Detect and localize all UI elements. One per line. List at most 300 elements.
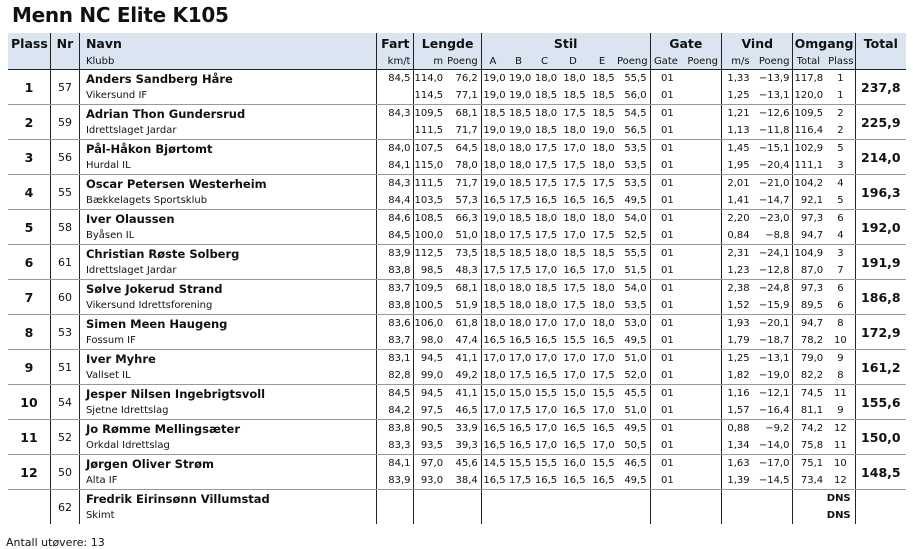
r2-omgang-total: 89,5 — [793, 297, 826, 315]
r1-lengde-m: 97,0 — [420, 458, 444, 469]
rank-cell: 4 — [8, 175, 50, 210]
r2-lengde-m: 93,5 — [414, 437, 446, 455]
r1-stil-c: 15,5 — [534, 458, 558, 469]
r2-lengde-poeng: 77,1 — [446, 87, 481, 105]
r2-gate: 01 — [650, 227, 684, 245]
header-row — [8, 33, 906, 53]
r2-fart — [377, 87, 414, 105]
athlete-club: Idrettslaget Jardar — [79, 262, 376, 280]
r2-gate: 01 — [650, 87, 684, 105]
r2-omgang-total: 116,4 — [793, 122, 826, 140]
r2-omgang-plass: 9 — [826, 402, 855, 420]
r2-stil-b: 17,5 — [507, 262, 533, 280]
r1-stil-b: 18,5 — [508, 178, 532, 189]
r1-stil-a: 17,0 — [483, 353, 506, 364]
r2-lengde-m — [414, 507, 446, 524]
r1-lengde-m: 111,5 — [414, 178, 444, 189]
r1-stil-b: 18,5 — [508, 213, 532, 224]
athlete-row — [8, 175, 906, 193]
col-stil-a: A — [481, 53, 507, 70]
r2-lengde-poeng: 71,7 — [446, 122, 481, 140]
r2-stil-poeng: 49,5 — [617, 192, 650, 210]
r1-stil-d: 17,5 — [563, 178, 586, 189]
r1-stil-a: 18,5 — [483, 108, 506, 119]
r1-vind-poeng: −21,0 — [753, 175, 793, 193]
r2-stil-a: 18,0 — [481, 157, 507, 175]
r2-vind-poeng: −14,7 — [753, 192, 793, 210]
r2-omgang-total: 78,2 — [793, 332, 826, 350]
r2-stil-b — [507, 507, 533, 524]
r2-lengde-poeng: 49,2 — [446, 367, 481, 385]
r1-fart: 84,3 — [377, 175, 414, 193]
r2-gate-poeng — [684, 472, 721, 490]
r1-vind-ms: 1,33 — [727, 73, 750, 84]
r2-omgang-plass: 10 — [826, 332, 855, 350]
athlete-club: Hurdal IL — [79, 157, 376, 175]
r1-omgang-plass: 4 — [826, 175, 855, 193]
r1-omgang-total: 97,3 — [800, 283, 824, 294]
r1-stil-d: 17,0 — [563, 143, 586, 154]
r2-stil-poeng: 56,0 — [617, 87, 650, 105]
r1-stil-a: 18,0 — [483, 318, 506, 329]
r2-vind-poeng — [753, 507, 793, 524]
total-score — [855, 490, 906, 525]
r2-stil-d: 17,0 — [559, 227, 590, 245]
r1-fart: 84,0 — [377, 140, 414, 158]
total-score: 196,3 — [855, 175, 906, 210]
total-score: 225,9 — [855, 105, 906, 140]
r1-stil-c: 17,5 — [534, 178, 558, 189]
r2-stil-a: 19,0 — [481, 87, 507, 105]
r1-stil-e: 18,0 — [592, 143, 615, 154]
bib-number: 54 — [50, 385, 79, 420]
r1-lengde-poeng: 66,3 — [446, 210, 481, 228]
r2-lengde-m: 98,5 — [414, 262, 446, 280]
col-stil-e: E — [590, 53, 617, 70]
r1-stil-e: 17,5 — [592, 178, 615, 189]
r1-lengde-poeng: 73,5 — [446, 245, 481, 263]
r1-stil-a: 14,5 — [483, 458, 506, 469]
r1-omgang-total: 109,5 — [794, 108, 824, 119]
rank-cell: 2 — [8, 105, 50, 140]
rank-cell: 11 — [8, 420, 50, 455]
r2-gate: 01 — [650, 297, 684, 315]
r2-fart: 82,8 — [377, 367, 414, 385]
r1-omgang-plass: 5 — [826, 140, 855, 158]
r1-stil-d: 16,5 — [563, 423, 586, 434]
col-klubb: Klubb — [79, 53, 376, 70]
athlete-name: Anders Sandberg Håre — [79, 70, 376, 88]
r2-omgang-plass: 12 — [826, 472, 855, 490]
r2-fart: 83,3 — [377, 437, 414, 455]
r1-stil-c: 15,5 — [534, 388, 558, 399]
r2-vind-ms: 1,82 — [722, 367, 753, 385]
athlete-row — [8, 140, 906, 158]
r2-gate: 01 — [650, 367, 684, 385]
r1-stil-e: 18,5 — [592, 73, 615, 84]
athlete-club: Byåsen IL — [79, 227, 376, 245]
r2-stil-b: 18,0 — [507, 297, 533, 315]
r2-gate — [650, 507, 684, 524]
r2-vind-ms: 1,13 — [722, 122, 753, 140]
col-vind-poeng: Poeng — [753, 53, 793, 70]
r2-fart: 84,1 — [377, 157, 414, 175]
athlete-name: Jørgen Oliver Strøm — [79, 455, 376, 473]
r2-omgang-plass: 3 — [826, 157, 855, 175]
r2-omgang-plass: 2 — [826, 122, 855, 140]
r1-stil-a: 19,0 — [483, 178, 506, 189]
r1-vind-poeng: −13,9 — [753, 70, 793, 88]
r1-omgang-plass: 11 — [826, 385, 855, 403]
r1-gate-poeng — [684, 210, 721, 228]
r2-omgang-total: 75,8 — [793, 437, 826, 455]
r1-lengde-poeng: 68,1 — [446, 280, 481, 298]
r2-lengde-poeng: 46,5 — [446, 402, 481, 420]
r1-gate: 01 — [661, 423, 674, 434]
r1-omgang-total: 94,7 — [800, 318, 824, 329]
col-plass: Plass — [8, 33, 50, 53]
r1-stil-c: 17,0 — [534, 353, 558, 364]
athlete-row — [8, 420, 906, 438]
r2-stil-e: 18,0 — [590, 297, 617, 315]
total-score: 186,8 — [855, 280, 906, 315]
r1-gate-poeng — [684, 105, 721, 123]
r1-vind-ms: 1,45 — [727, 143, 750, 154]
r2-vind-ms: 1,52 — [722, 297, 753, 315]
athlete-row-round2 — [8, 227, 906, 245]
r1-gate-poeng — [684, 455, 721, 473]
page-title: Menn NC Elite K105 — [12, 3, 229, 27]
r2-fart: 83,8 — [377, 297, 414, 315]
r2-stil-e: 16,5 — [590, 192, 617, 210]
r1-stil-d: 15,0 — [563, 388, 586, 399]
r2-lengde-m: 98,0 — [414, 332, 446, 350]
r1-vind-ms: 2,20 — [727, 213, 750, 224]
r2-lengde-poeng: 57,3 — [446, 192, 481, 210]
r1-lengde-m: 94,5 — [420, 388, 444, 399]
r1-stil-poeng: 55,5 — [617, 245, 650, 263]
r1-stil-b: 17,0 — [508, 353, 532, 364]
r1-lengde-m: 109,5 — [414, 108, 444, 119]
r1-omgang-total: 97,3 — [800, 213, 824, 224]
bib-number: 55 — [50, 175, 79, 210]
r1-fart: 84,3 — [377, 105, 414, 123]
r1-stil-b: 16,5 — [508, 423, 532, 434]
r2-stil-b: 17,5 — [507, 472, 533, 490]
subheader-row — [8, 53, 906, 70]
r2-lengde-m: 111,5 — [414, 122, 446, 140]
r1-stil-a — [481, 490, 507, 508]
athlete-row — [8, 350, 906, 368]
r1-vind-ms — [722, 490, 753, 508]
r2-stil-poeng: 51,5 — [617, 262, 650, 280]
r1-vind-ms: 1,16 — [727, 388, 750, 399]
r1-stil-d: 18,5 — [563, 248, 586, 259]
r1-fart: 83,6 — [377, 315, 414, 333]
r2-stil-b: 19,0 — [507, 87, 533, 105]
r1-vind-poeng: −23,0 — [753, 210, 793, 228]
r1-gate: 01 — [661, 213, 674, 224]
r2-stil-e — [590, 507, 617, 524]
r2-gate: 01 — [650, 157, 684, 175]
total-score: 191,9 — [855, 245, 906, 280]
r2-stil-c: 17,0 — [533, 437, 559, 455]
r2-gate-poeng — [684, 157, 721, 175]
r1-gate-poeng — [684, 175, 721, 193]
r1-stil-c: 17,0 — [534, 318, 558, 329]
r1-lengde-m: 112,5 — [414, 248, 444, 259]
r1-stil-e — [590, 490, 617, 508]
athlete-name: Christian Røste Solberg — [79, 245, 376, 263]
r1-lengde-poeng: 61,8 — [446, 315, 481, 333]
r2-stil-a — [481, 507, 507, 524]
r1-stil-poeng: 45,5 — [617, 385, 650, 403]
r2-gate: 01 — [650, 122, 684, 140]
athlete-row-round2 — [8, 472, 906, 490]
r1-stil-poeng — [617, 490, 650, 508]
r2-stil-b: 17,5 — [507, 402, 533, 420]
r1-gate-poeng — [684, 280, 721, 298]
rank-cell: 6 — [8, 245, 50, 280]
r1-omgang-total: 102,9 — [794, 143, 824, 154]
r2-vind-ms: 1,41 — [722, 192, 753, 210]
r2-stil-e: 16,5 — [590, 472, 617, 490]
r2-stil-poeng — [617, 507, 650, 524]
r1-fart: 83,7 — [377, 280, 414, 298]
r2-vind-poeng: −13,1 — [753, 87, 793, 105]
r1-vind-poeng: −9,2 — [753, 420, 793, 438]
r2-vind-ms: 1,57 — [722, 402, 753, 420]
r1-vind-ms: 2,01 — [727, 178, 750, 189]
r2-stil-b: 17,5 — [507, 367, 533, 385]
r1-stil-b: 18,0 — [508, 283, 532, 294]
r1-stil-c: 18,0 — [534, 248, 558, 259]
r1-stil-d: 17,5 — [563, 108, 586, 119]
r1-gate: 01 — [661, 108, 674, 119]
r1-stil-e: 15,5 — [592, 388, 615, 399]
r2-vind-ms: 1,23 — [722, 262, 753, 280]
total-score: 155,6 — [855, 385, 906, 420]
r1-stil-a: 15,0 — [483, 388, 506, 399]
r2-stil-d — [559, 507, 590, 524]
r2-gate: 01 — [650, 192, 684, 210]
r1-omgang-total: 104,2 — [794, 178, 824, 189]
r2-fart: 83,7 — [377, 332, 414, 350]
r2-lengde-m: 103,5 — [414, 192, 446, 210]
athlete-row — [8, 385, 906, 403]
athlete-row-dns — [8, 490, 906, 508]
r2-stil-c: 18,5 — [533, 87, 559, 105]
r2-stil-poeng: 51,0 — [617, 402, 650, 420]
r1-gate-poeng — [684, 350, 721, 368]
r1-vind-poeng: −15,1 — [753, 140, 793, 158]
r2-lengde-m: 93,0 — [414, 472, 446, 490]
r1-gate: 01 — [661, 458, 674, 469]
r2-gate-poeng — [684, 367, 721, 385]
r1-stil-b: 18,0 — [508, 318, 532, 329]
r1-stil-b: 19,0 — [508, 73, 532, 84]
r1-lengde-poeng: 64,5 — [446, 140, 481, 158]
athlete-name: Adrian Thon Gundersrud — [79, 105, 376, 123]
athlete-row-round2 — [8, 297, 906, 315]
r2-stil-b: 17,5 — [507, 227, 533, 245]
bib-number: 51 — [50, 350, 79, 385]
r2-stil-d: 16,5 — [559, 437, 590, 455]
r1-gate — [650, 490, 684, 508]
r1-stil-d: 18,0 — [563, 73, 586, 84]
bib-number: 50 — [50, 455, 79, 490]
r2-stil-poeng: 53,5 — [617, 297, 650, 315]
r2-stil-d: 16,5 — [559, 402, 590, 420]
r1-gate: 01 — [661, 178, 674, 189]
r2-stil-b: 18,0 — [507, 157, 533, 175]
athlete-row — [8, 210, 906, 228]
r2-vind-ms: 1,34 — [722, 437, 753, 455]
r1-gate: 01 — [661, 143, 674, 154]
r1-omgang-plass: 12 — [826, 420, 855, 438]
r2-fart: 84,5 — [377, 227, 414, 245]
r2-stil-b: 16,5 — [507, 437, 533, 455]
r1-omgang-plass: 1 — [826, 70, 855, 88]
r2-vind-poeng: −19,0 — [753, 367, 793, 385]
r2-stil-c: 16,5 — [533, 332, 559, 350]
r1-stil-a: 16,5 — [483, 423, 506, 434]
r2-vind-poeng: −14,0 — [753, 437, 793, 455]
athlete-row-round2 — [8, 192, 906, 210]
athlete-name: Sølve Jokerud Strand — [79, 280, 376, 298]
r2-stil-d: 18,5 — [559, 87, 590, 105]
r2-fart — [377, 122, 414, 140]
r2-gate-poeng — [684, 227, 721, 245]
athlete-count: Antall utøvere: 13 — [6, 536, 105, 549]
r1-gate: 01 — [661, 283, 674, 294]
r1-gate-poeng — [684, 315, 721, 333]
r1-vind-ms: 1,21 — [727, 108, 750, 119]
r1-stil-e: 17,0 — [592, 353, 615, 364]
dns-label: DNS — [793, 507, 855, 524]
r2-stil-poeng: 49,5 — [617, 472, 650, 490]
r1-lengde-m: 94,5 — [420, 353, 444, 364]
r1-stil-c: 17,5 — [534, 143, 558, 154]
r1-stil-c — [533, 490, 559, 508]
r2-stil-d: 17,5 — [559, 157, 590, 175]
athlete-row — [8, 455, 906, 473]
r2-gate-poeng — [684, 122, 721, 140]
r2-vind-ms: 1,25 — [722, 87, 753, 105]
bib-number: 59 — [50, 105, 79, 140]
r2-lengde-poeng: 38,4 — [446, 472, 481, 490]
r2-omgang-plass: 8 — [826, 367, 855, 385]
athlete-row-round2 — [8, 367, 906, 385]
r1-fart: 84,5 — [377, 70, 414, 88]
bib-number: 60 — [50, 280, 79, 315]
r1-stil-c: 18,0 — [534, 108, 558, 119]
r2-stil-e: 18,5 — [590, 87, 617, 105]
r1-vind-ms: 2,38 — [727, 283, 750, 294]
r2-stil-e: 18,0 — [590, 157, 617, 175]
r1-gate: 01 — [661, 73, 674, 84]
r2-stil-a: 16,5 — [481, 472, 507, 490]
r1-stil-b: 18,5 — [508, 248, 532, 259]
col-fart: Fart — [377, 33, 414, 53]
athlete-row-round2 — [8, 402, 906, 420]
r2-stil-a: 17,0 — [481, 402, 507, 420]
r1-omgang-total: 104,9 — [794, 248, 824, 259]
r2-stil-poeng: 49,5 — [617, 332, 650, 350]
r2-lengde-poeng: 51,0 — [446, 227, 481, 245]
col-fart-unit: km/t — [377, 53, 414, 70]
r1-vind-poeng: −12,6 — [753, 105, 793, 123]
r2-omgang-total: 82,2 — [793, 367, 826, 385]
r2-vind-ms — [722, 507, 753, 524]
r1-lengde-m: 109,5 — [414, 283, 444, 294]
r1-lengde-m — [414, 490, 446, 508]
col-lengde-poeng: Poeng — [446, 53, 481, 70]
r2-stil-a: 18,0 — [481, 227, 507, 245]
r2-stil-c: 16,5 — [533, 192, 559, 210]
bib-number: 61 — [50, 245, 79, 280]
r2-stil-c: 18,0 — [533, 297, 559, 315]
athlete-name: Iver Olaussen — [79, 210, 376, 228]
r1-lengde-poeng: 33,9 — [446, 420, 481, 438]
r1-lengde-m: 108,5 — [414, 213, 444, 224]
r1-stil-e: 18,5 — [592, 248, 615, 259]
athlete-name: Fredrik Eirinsønn Villumstad — [79, 490, 376, 508]
r1-stil-poeng: 54,0 — [617, 280, 650, 298]
r1-lengde-m: 90,5 — [420, 423, 444, 434]
r1-stil-e: 18,0 — [592, 283, 615, 294]
total-score: 161,2 — [855, 350, 906, 385]
total-score: 148,5 — [855, 455, 906, 490]
r1-gate-poeng — [684, 245, 721, 263]
r1-stil-e: 18,0 — [592, 318, 615, 329]
r1-vind-ms: 2,31 — [727, 248, 750, 259]
r1-stil-a: 19,0 — [483, 73, 506, 84]
athlete-name: Pål-Håkon Bjørtomt — [79, 140, 376, 158]
col-omgang-total: Total — [793, 53, 826, 70]
r2-gate: 01 — [650, 472, 684, 490]
r1-stil-a: 18,0 — [483, 283, 506, 294]
r1-lengde-m: 107,5 — [414, 143, 444, 154]
r1-omgang-total: 117,8 — [794, 73, 824, 84]
athlete-club: Bækkelagets Sportsklub — [79, 192, 376, 210]
r1-stil-d: 16,0 — [563, 458, 586, 469]
r1-omgang-plass: 10 — [826, 455, 855, 473]
athlete-row-dns-round2 — [8, 507, 906, 524]
r2-stil-e: 19,0 — [590, 122, 617, 140]
r1-omgang-total: 74,5 — [800, 388, 824, 399]
col-stil-c: C — [533, 53, 559, 70]
rank-cell — [8, 490, 50, 525]
r1-lengde-poeng: 71,7 — [446, 175, 481, 193]
col-vind: Vind — [722, 33, 793, 53]
r2-lengde-poeng — [446, 507, 481, 524]
r2-stil-d: 16,5 — [559, 262, 590, 280]
r2-stil-a: 16,5 — [481, 437, 507, 455]
r1-stil-poeng: 53,5 — [617, 175, 650, 193]
r1-stil-b — [507, 490, 533, 508]
r2-gate-poeng — [684, 192, 721, 210]
r1-stil-e: 18,5 — [592, 108, 615, 119]
r2-fart: 83,8 — [377, 262, 414, 280]
athlete-row-round2 — [8, 122, 906, 140]
r2-omgang-total: 81,1 — [793, 402, 826, 420]
athlete-name: Oscar Petersen Westerheim — [79, 175, 376, 193]
r1-omgang-plass: 8 — [826, 315, 855, 333]
r2-stil-e: 16,5 — [590, 332, 617, 350]
r2-stil-e: 17,0 — [590, 262, 617, 280]
r1-stil-d: 17,5 — [563, 283, 586, 294]
